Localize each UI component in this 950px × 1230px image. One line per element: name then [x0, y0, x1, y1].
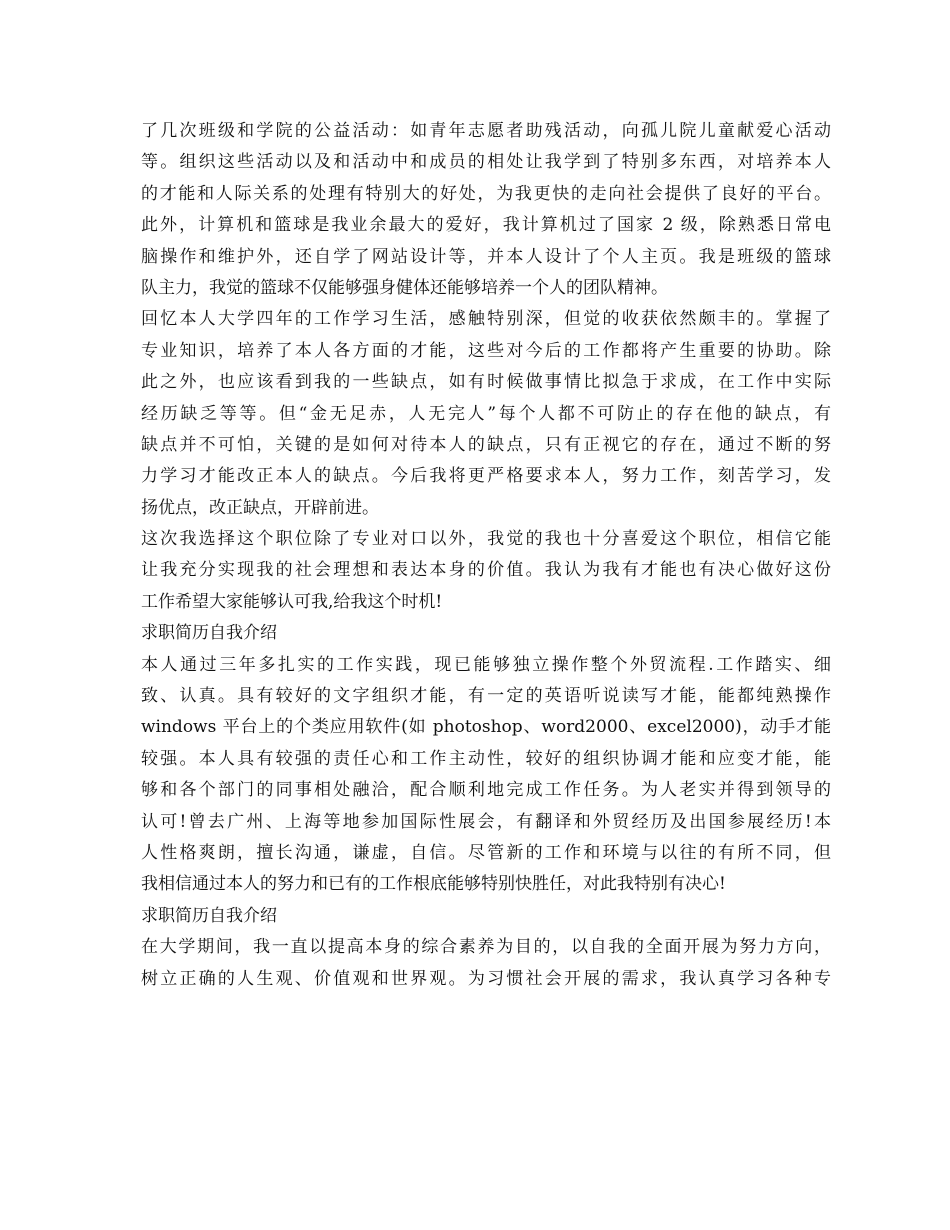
text-line: 等。组织这些活动以及和活动中和成员的相处让我学到了特别多东西，对培养本人 — [141, 152, 831, 173]
text-line: 工作希望大家能够认可我,给我这个时机! — [141, 591, 443, 612]
text-line: 树立正确的人生观、价值观和世界观。为习惯社会开展的需求，我认真学习各种专 — [141, 968, 831, 989]
text-line: 在大学期间，我一直以提高本身的综合素养为目的，以自我的全面开展为努力方向， — [141, 937, 831, 958]
text-line: 让我充分实现我的社会理想和表达本身的价值。我认为我有才能也有决心做好这份 — [141, 560, 831, 581]
text-line: 脑操作和维护外，还自学了网站设计等，并本人设计了个人主页。我是班级的篮球 — [141, 246, 831, 267]
text-line: 的才能和人际关系的处理有特别大的好处，为我更快的走向社会提供了良好的平台。 — [141, 183, 831, 204]
text-line: 致、认真。具有较好的文字组织才能，有一定的英语听说读写才能，能都纯熟操作 — [141, 686, 831, 707]
text-line: 队主力，我觉的篮球不仅能够强身健体还能够培养一个人的团队精神。 — [141, 277, 668, 298]
text-line: 缺点并不可怕，关键的是如何对待本人的缺点，只有正视它的存在，通过不断的努 — [141, 434, 831, 455]
text-line: 此之外，也应该看到我的一些缺点，如有时候做事情比拟急于求成，在工作中实际 — [141, 372, 831, 393]
text-line: 我相信通过本人的努力和已有的工作根底能够特别快胜任，对此我特别有决心! — [141, 874, 726, 895]
text-line: 回忆本人大学四年的工作学习生活，感触特别深，但觉的收获依然颇丰的。掌握了 — [141, 309, 831, 330]
text-line: 力学习才能改正本人的缺点。今后我将更严格要求本人，努力工作，刻苦学习，发 — [141, 466, 831, 487]
text-line: 这次我选择这个职位除了专业对口以外，我觉的我也十分喜爱这个职位，相信它能 — [141, 529, 831, 550]
document-body — [141, 116, 831, 995]
text-line: 此外，计算机和篮球是我业余最大的爱好，我计算机过了国家 2 级，除熟悉日常电 — [141, 215, 831, 236]
text-line: 了几次班级和学院的公益活动：如青年志愿者助残活动，向孤儿院儿童献爱心活动 — [141, 121, 831, 141]
text-line: windows 平台上的个类应用软件(如 photoshop、word2000、excel2000)，动手才能 — [141, 717, 831, 738]
text-line: 认可!曾去广州、上海等地参加国际性展会，有翻译和外贸经历及出国参展经历!本 — [141, 811, 831, 832]
text-line: 扬优点，改正缺点，开辟前进。 — [141, 497, 379, 518]
text-line: 较强。本人具有较强的责任心和工作主动性，较好的组织协调才能和应变才能，能 — [141, 748, 831, 769]
text-line: 经历缺乏等等。但“金无足赤，人无完人”每个人都不可防止的存在他的缺点，有 — [141, 403, 831, 424]
text-line: 求职简历自我介绍 — [141, 905, 277, 926]
text-line: 本人通过三年多扎实的工作实践，现已能够独立操作整个外贸流程.工作踏实、细 — [141, 654, 831, 675]
text-line: 够和各个部门的同事相处融洽，配合顺利地完成工作任务。为人老实并得到领导的 — [141, 780, 831, 801]
text-line: 人性格爽朗，擅长沟通，谦虚，自信。尽管新的工作和环境与以往的有所不同，但 — [141, 842, 831, 863]
text-line: 专业知识，培养了本人各方面的才能，这些对今后的工作都将产生重要的协助。除 — [141, 340, 831, 361]
text-line: 求职简历自我介绍 — [141, 623, 277, 644]
